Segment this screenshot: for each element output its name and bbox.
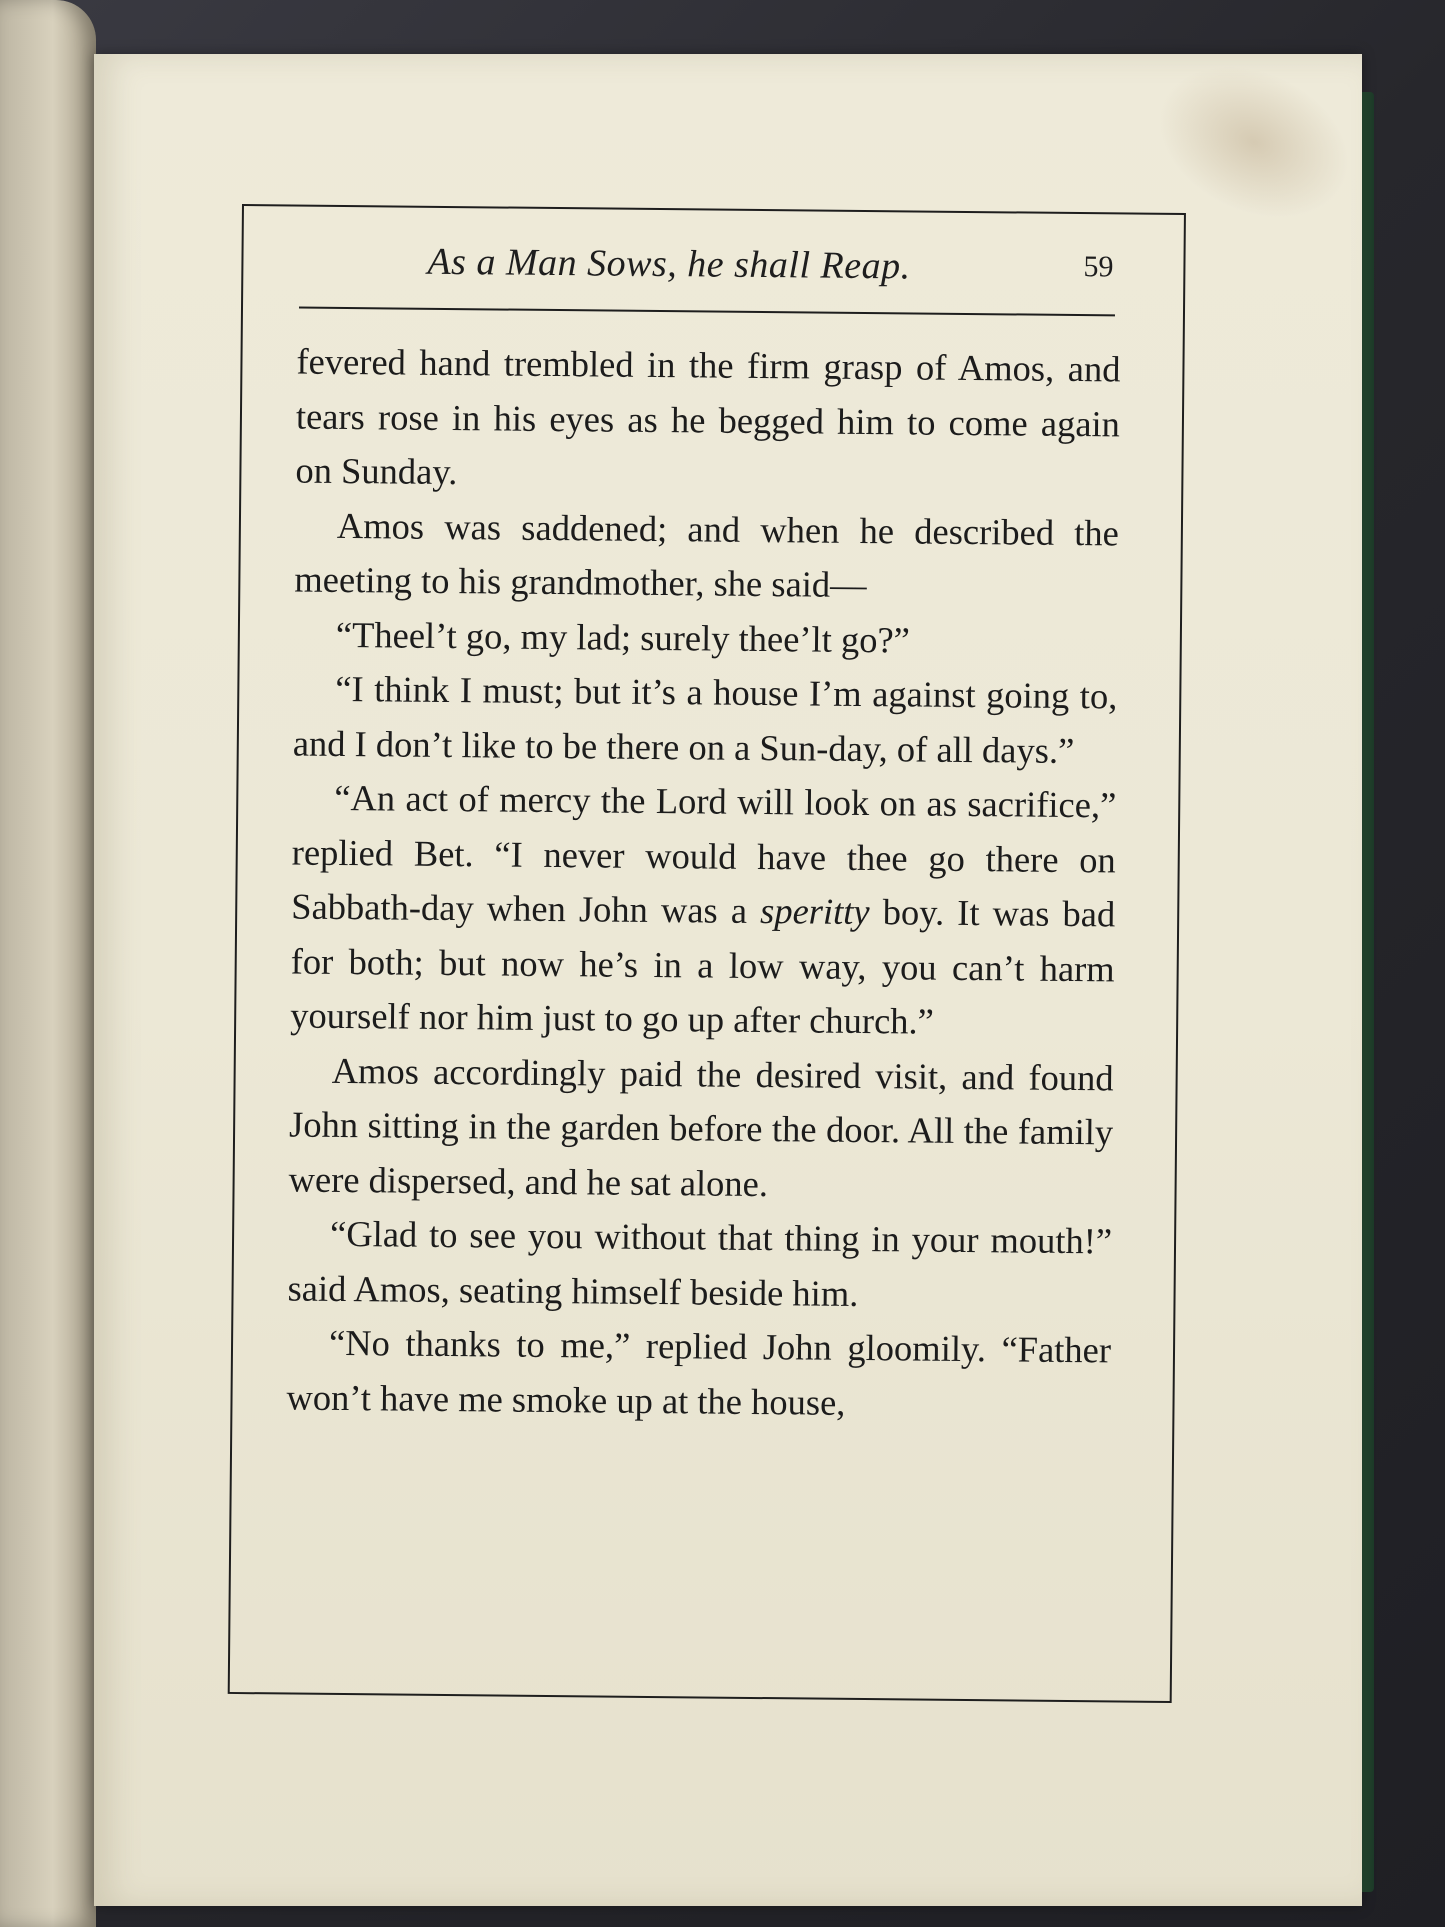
paragraph-text: boy. It was bad for both; but now he’s in a low way, you can’t harm yourself nor him just to go up after church.” — [290, 891, 1116, 1042]
paragraph — [290, 771, 1117, 1051]
running-title: As a Man Sows, he shall Reap. — [427, 240, 911, 288]
left-facing-page — [0, 0, 96, 1927]
book-page — [94, 54, 1362, 1906]
paragraph: Amos accordingly paid the desired visit, and found John sitting in the garden before the door. All the family were dispersed, and he sat alone. — [288, 1049, 1114, 1204]
paragraph: Amos was saddened; and when he described the meeting to his grandmother, she said— — [294, 504, 1120, 606]
page-number: 59 — [1083, 250, 1114, 284]
paragraph: “Glad to see you without that thing in your mouth!” said Amos, seating himself beside him. — [287, 1212, 1113, 1314]
paragraph: “I think I must; but it’s a house I’m against going to, and I don’t like to be there on a Sun-day, of all days.” — [292, 667, 1118, 771]
page-header — [299, 239, 1120, 307]
paragraph: “Theel’t go, my lad; surely thee’lt go?” — [335, 613, 911, 660]
paragraph: “No thanks to me,” replied John gloomily. “Father won’t have me smoke up at the house, — [286, 1321, 1112, 1423]
body-text — [286, 335, 1120, 1433]
text-frame — [228, 204, 1186, 1703]
italic-word: speritty — [759, 890, 870, 933]
paragraph-text: “An act of mercy the Lord will look on as sacrifice,” replied Bet. “I never would have thee go there on Sabbath-day when John was a — [291, 776, 1117, 932]
header-rule — [299, 307, 1115, 317]
paragraph: fevered hand trembled in the firm grasp of Amos, and tears rose in his eyes as he begged him to come again on Sunday. — [295, 340, 1121, 493]
